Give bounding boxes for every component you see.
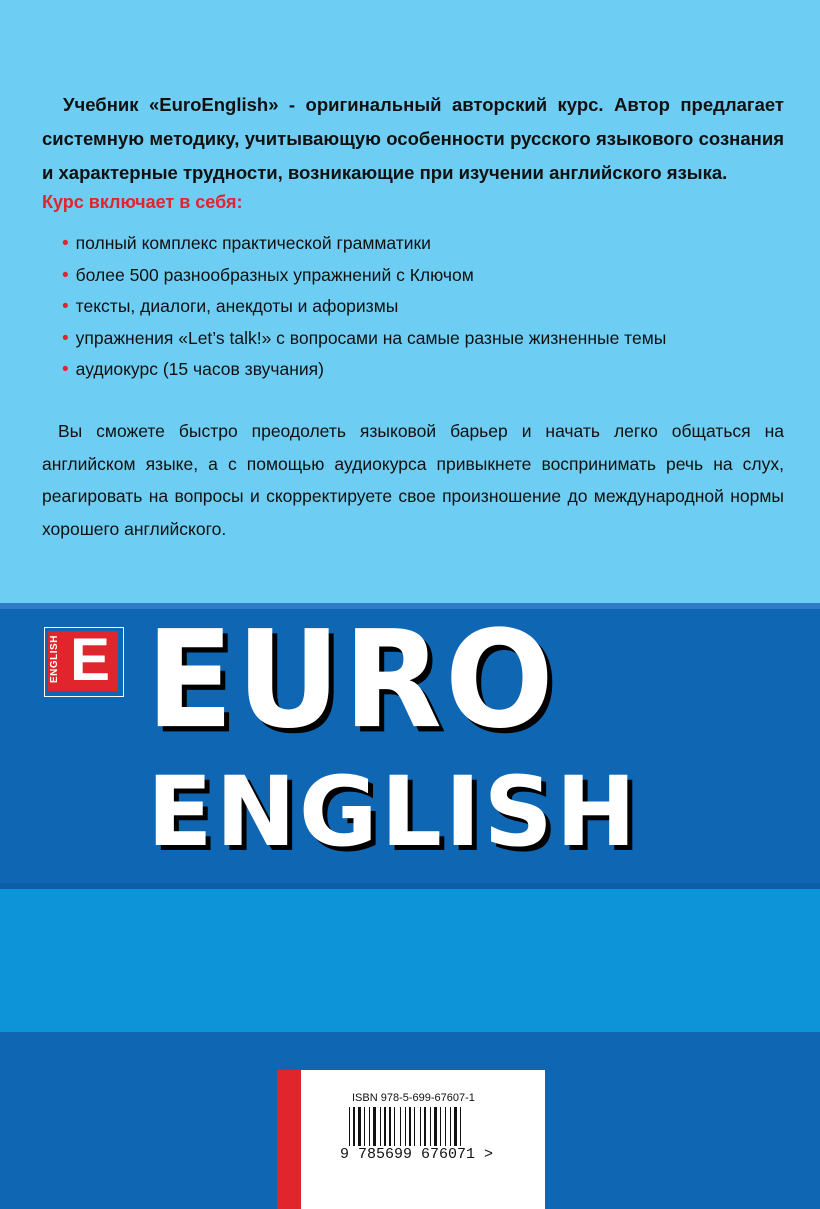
list-item [62, 291, 666, 323]
bullet-icon: • [62, 327, 69, 349]
feature-text: аудиокурс (15 часов звучания) [75, 359, 324, 379]
logo-letter: E [69, 626, 111, 693]
brand-title-line2: ENGLISH [147, 756, 640, 868]
intro-paragraph: Учебник «EuroEnglish» - оригинальный авторский курс. Автор предлагает системную методику, учитывающую особенности русского языкового сознания и характерные трудности, возникающие при изучении английского языка. [42, 94, 784, 183]
feature-text: тексты, диалоги, анекдоты и афоризмы [75, 296, 399, 316]
list-item [62, 354, 666, 386]
logo-word: ENGLISH [49, 635, 60, 683]
feature-text: более 500 разнообразных упражнений с Ключом [75, 264, 474, 285]
accent-band [0, 889, 820, 1032]
feature-text: полный комплекс практической грамматики [75, 233, 431, 253]
feature-list [62, 228, 666, 386]
list-item [62, 228, 666, 260]
course-contents-heading: Курс включает в себя: [42, 192, 243, 212]
bullet-icon: • [62, 359, 69, 380]
list-item [62, 260, 666, 292]
bullet-icon: • [62, 264, 69, 286]
barcode-digits: 9 785699 676071 > [340, 1146, 494, 1163]
closing-paragraph: Вы сможете быстро преодолеть языковой барьер и начать легко общаться на английском языке, а с помощью аудиокурса привыкнете воспринимать речь на слух, реагировать на вопросы и скорректируете свое произношение до международной нормы хорошего английского. [42, 421, 784, 539]
list-item [62, 323, 666, 355]
bullet-icon: • [62, 296, 69, 317]
bullet-icon: • [62, 233, 69, 254]
brand-title-line1: EURO [146, 602, 557, 759]
feature-text: упражнения «Let’s talk!» с вопросами на самые разные жизненные темы [75, 327, 667, 348]
isbn-number: ISBN 978-5-699-67607-1 [352, 1092, 475, 1104]
red-stripe [277, 1070, 301, 1209]
